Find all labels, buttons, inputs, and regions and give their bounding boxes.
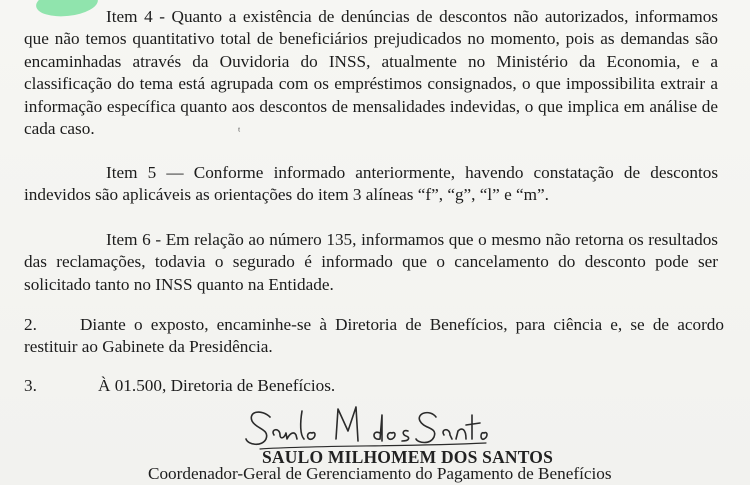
section-3-text: À 01.500, Diretoria de Benefícios. (98, 376, 336, 395)
stray-mark: ᵗ (238, 124, 241, 138)
signer-role: Coordenador-Geral de Gerenciamento do Pagamento de Benefícios (148, 464, 612, 483)
item-6-text: Em relação ao número 135, informamos que o mesmo não retorna os resultados das reclamações, todavia o segurado é informado que o cancelamento do desconto pode ser solicitado tanto no INSS quanto na Entidade. (24, 230, 718, 294)
section-2-text: Diante o exposto, encaminhe-se à Diretoria de Benefícios, para ciência e, se de acordo restituir ao Gabinete da Presidência. (24, 315, 724, 357)
item-5-paragraph (24, 162, 718, 207)
section-2-number: 2. (24, 315, 37, 334)
item-4-label: Item 4 - (106, 7, 165, 26)
item-4-text: Quanto a existência de denúncias de descontos não autorizados, informamos que não temos quantitativo total de beneficiários prejudicados no momento, pois as demandas são encaminhadas através da Ouvidoria do INSS, atualmente no Ministério da Economia, e a classificação do tema está agrupada com os empréstimos consignados, o que impossibilita extrair a informação específica quanto aos descontos de mensalidades indevidas, o que implica em análise de cada caso. (24, 7, 718, 139)
item-6-label: Item 6 - (106, 230, 162, 249)
signer-name: SAULO MILHOMEM DOS SANTOS (262, 447, 554, 467)
handwritten-signature (240, 395, 490, 455)
item-5-text: Conforme informado anteriormente, havendo constatação de descontos indevidos são aplicáveis as orientações do item 3 alíneas “f”, “g”, “l” e “m”. (24, 163, 719, 205)
section-2-paragraph (24, 314, 724, 359)
item-5-label: Item 5 — (106, 163, 184, 182)
section-3-number: 3. (24, 376, 37, 395)
item-6-paragraph (24, 229, 718, 296)
item-4-paragraph (24, 6, 718, 140)
